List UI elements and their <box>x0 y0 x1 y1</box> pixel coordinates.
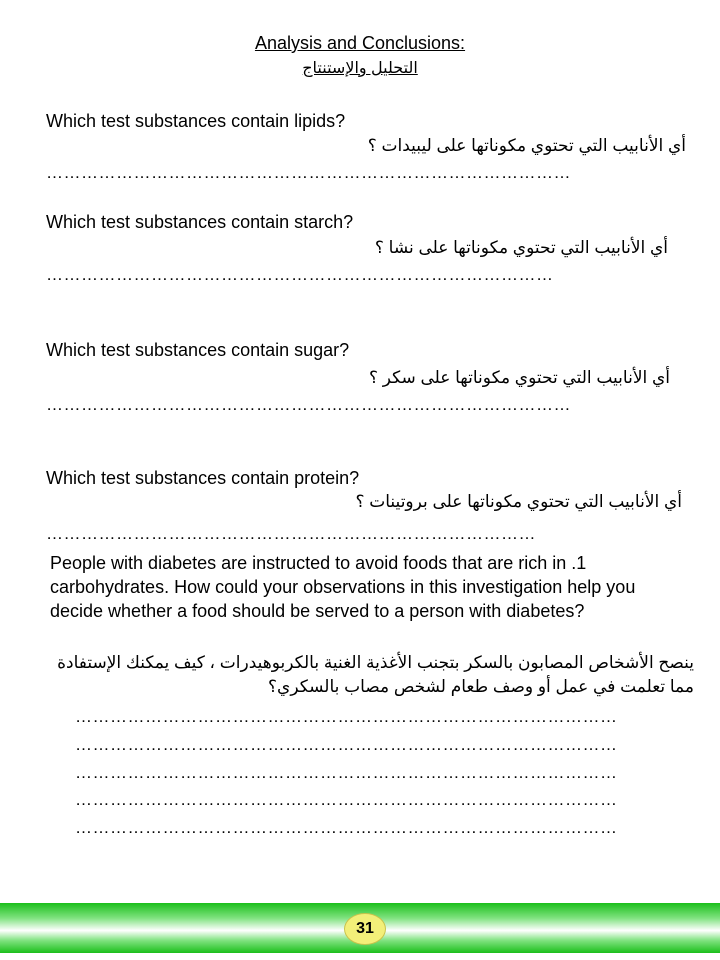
question-sugar-english: Which test substances contain sugar? <box>46 340 350 360</box>
question-lipids-arabic: أي الأنابيب التي تحتوي مكوناتها على ليبيدات ؟ <box>367 136 686 155</box>
answer-line-diabetes-1: ………………………………………………………………………………… <box>75 707 618 726</box>
question-starch-arabic: أي الأنابيب التي تحتوي مكوناتها على نشا ؟ <box>374 238 668 257</box>
answer-line-diabetes-2: ………………………………………………………………………………… <box>75 735 618 754</box>
page-number-badge: 31 <box>344 913 386 945</box>
diabetes-question-arabic: ينصح الأشخاص المصابون بالسكر بتجنب الأغذية الغنية بالكربوهيدرات ، كيف يمكنك الإستفادة مما تعلمت في عمل أو وصف طعام لشخص مصاب بالسكري؟ <box>57 653 694 696</box>
question-starch-english: Which test substances contain starch? <box>46 212 354 232</box>
answer-line-diabetes-5: ………………………………………………………………………………… <box>75 818 618 837</box>
question-protein-arabic: أي الأنابيب التي تحتوي مكوناتها على بروتينات ؟ <box>355 492 682 511</box>
section-heading-english: Analysis and Conclusions: <box>254 33 466 53</box>
answer-line-diabetes-3: ………………………………………………………………………………… <box>75 763 618 782</box>
question-sugar-arabic: أي الأنابيب التي تحتوي مكوناتها على سكر ؟ <box>368 368 670 387</box>
question-protein-english: Which test substances contain protein? <box>46 468 360 488</box>
section-heading-arabic: التحليل والإستنتاج <box>302 60 418 77</box>
answer-line-starch: …………………………………………………………………………… <box>46 265 554 284</box>
answer-line-sugar: ……………………………………………………………………………… <box>46 395 571 414</box>
answer-line-lipids: ……………………………………………………………………………… <box>46 163 571 182</box>
answer-line-protein: ………………………………………………………………………… <box>46 524 536 543</box>
question-lipids-english: Which test substances contain lipids? <box>46 111 346 131</box>
diabetes-question-english: People with diabetes are instructed to avoid foods that are rich in .1 carbohydrates. How could your observations in this investigation help you decide whether a food should be served to a person with diabetes? <box>50 553 636 621</box>
answer-line-diabetes-4: ………………………………………………………………………………… <box>75 790 618 809</box>
